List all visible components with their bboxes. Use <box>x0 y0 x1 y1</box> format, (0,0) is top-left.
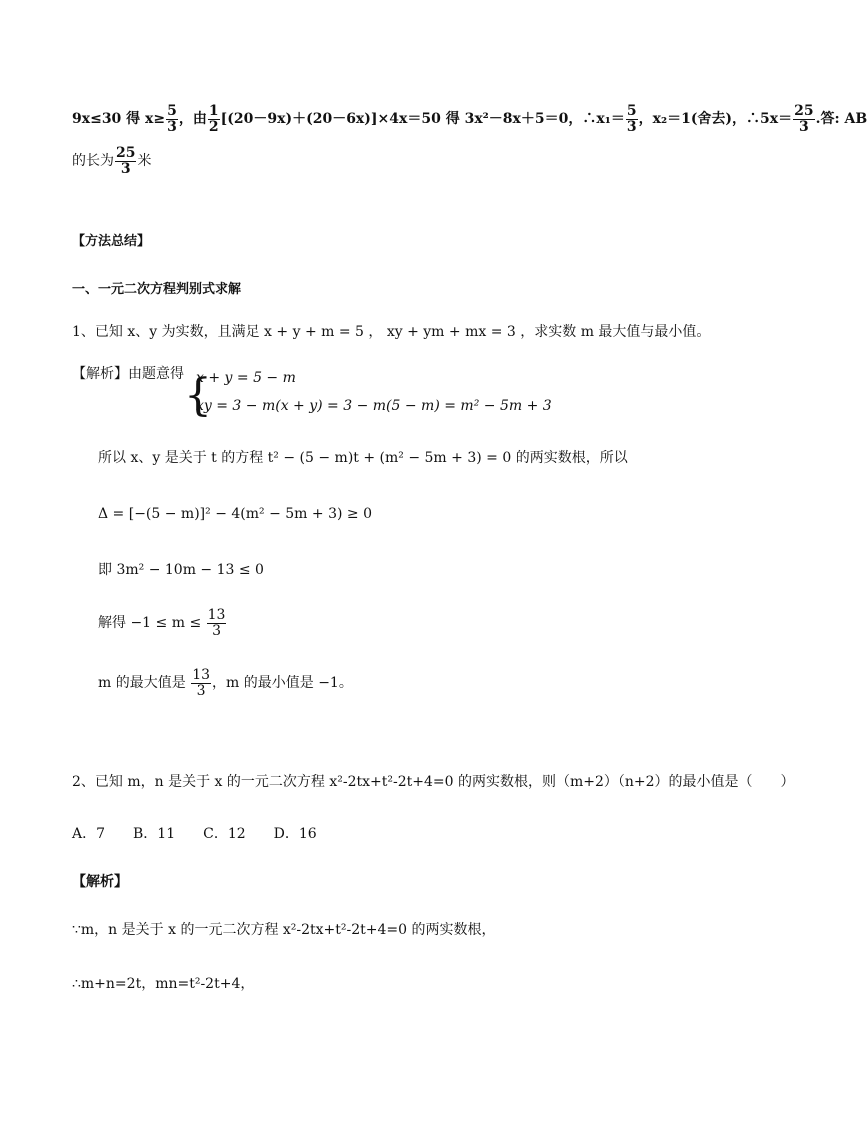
fraction-5-3: $\frac{5}{3}$ <box>167 103 177 135</box>
text-segment: 的长为 <box>72 153 114 170</box>
system-brace: { <box>184 370 212 421</box>
system-equation-2: xy = 3 − m(x + y) = 3 − m(5 − m) = m² − 5m + 3 <box>196 398 552 414</box>
text-segment: m 的最大值是 <box>98 675 191 692</box>
problem-1-step-3: 即 3m² − 10m − 13 ≤ 0 <box>98 562 264 578</box>
problem-2-analysis-label: 【解析】 <box>72 874 128 890</box>
problem-1-discriminant: Δ = [−(5 − m)]² − 4(m² − 5m + 3) ≥ 0 <box>98 506 372 522</box>
fraction-25-3-b: $\frac{25}{3}$ <box>116 145 136 177</box>
text-segment: ，m 的最小值是 −1。 <box>212 675 353 692</box>
problem-2-statement: 2、已知 m，n 是关于 x 的一元二次方程 x²-2tx+t²-2t+4=0 的两实数根，则（m+2）（n+2）的最小值是（ ） <box>72 774 795 790</box>
text-segment: 米 <box>137 153 152 170</box>
fraction-13-3: $\frac{13}{3}$ <box>207 607 226 639</box>
section-heading: 【方法总结】 <box>72 234 151 249</box>
fraction-13-3-b: $\frac{13}{3}$ <box>192 667 211 699</box>
text-segment: ，由 <box>178 111 207 128</box>
problem-1-conclusion <box>98 668 353 698</box>
fraction-1-2: $\frac{1}{2}$ <box>208 103 219 135</box>
problem-1-analysis-label: 【解析】由题意得 <box>72 366 184 382</box>
system-equation-1: x + y = 5 − m <box>196 370 296 386</box>
problem-1-step-1: 所以 x、y 是关于 t 的方程 t² − (5 − m)t + (m² − 5m + 3) = 0 的两实数根，所以 <box>98 450 628 466</box>
text-segment: [(20－9x)＋(20－6x)]×4x＝50 得 3x²－8x＋5＝0，∴x₁＝ <box>220 111 625 128</box>
fraction-25-3: $\frac{25}{3}$ <box>794 103 814 135</box>
text-segment: 9x≤30 得 x≥ <box>72 111 166 128</box>
problem-2-options: A．7 B．11 C．12 D．16 <box>72 826 317 842</box>
problem-2-step-2: ∴m+n=2t，mn=t²-2t+4， <box>72 976 255 992</box>
text-segment: ，x₂＝1(舍去)，∴5x＝ <box>638 111 793 128</box>
text-segment: .答: AB <box>815 111 867 128</box>
solution-continuation-line-1 <box>72 104 867 134</box>
solution-continuation-line-2 <box>72 146 151 176</box>
text-segment: 解得 −1 ≤ m ≤ <box>98 615 206 632</box>
problem-1-statement: 1、已知 x、y 为实数，且满足 x + y + m = 5 ， xy + ym + mx = 3 ，求实数 m 最大值与最小值。 <box>72 324 711 340</box>
problem-1-step-4 <box>98 608 227 638</box>
subsection-heading: 一、一元二次方程判别式求解 <box>72 282 242 297</box>
problem-2-step-1: ∵m，n 是关于 x 的一元二次方程 x²-2tx+t²-2t+4=0 的两实数根， <box>72 922 496 938</box>
fraction-5-3-b: $\frac{5}{3}$ <box>626 103 637 135</box>
